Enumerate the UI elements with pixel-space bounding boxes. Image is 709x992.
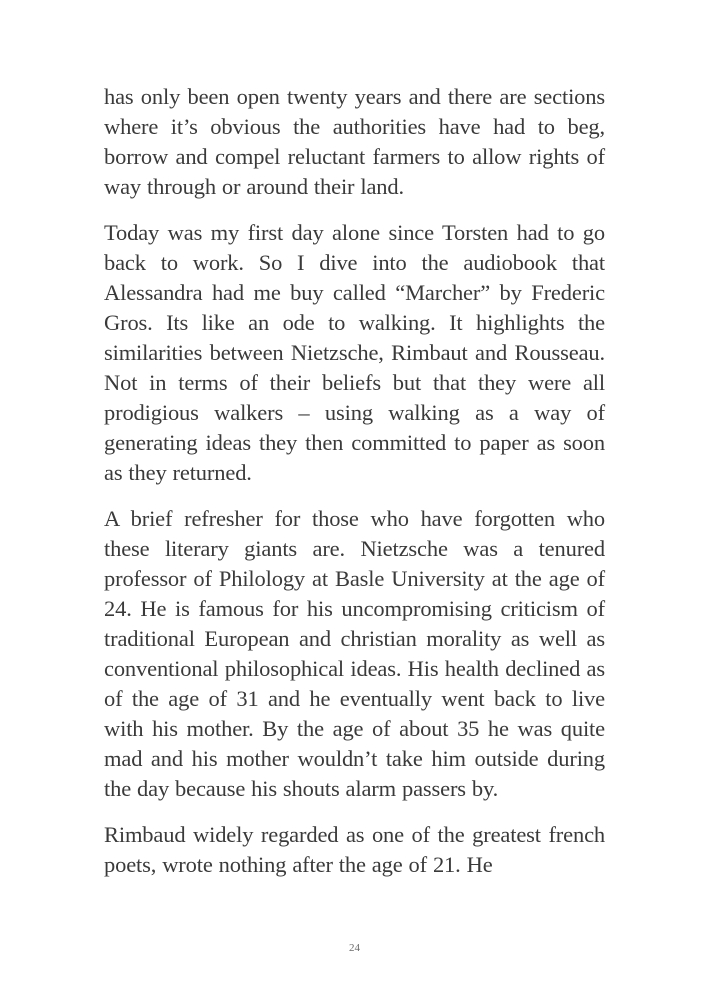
paragraph-3: A brief refresher for those who have forgotten who these literary giants are. Nietzsche was a tenured professor of Philology at Basle University at the age of 24. He is famous for his uncompromising criticism of traditional European and christian morality as well as conventional philosophical ideas. His health declined as of the age of 31 and he eventually went back to live with his mother. By the age of about 35 he was quite mad and his mother wouldn’t take him outside during the day because his shouts alarm passers by. <box>104 506 605 801</box>
paragraph-1: has only been open twenty years and there are sections where it’s obvious the authorities have had to beg, borrow and compel reluctant farmers to allow rights of way through or around their land. <box>104 84 605 199</box>
paragraph-4: Rimbaud widely regarded as one of the greatest french poets, wrote nothing after the age of 21. He <box>104 822 605 877</box>
paragraph-2: Today was my first day alone since Torsten had to go back to work. So I dive into the audiobook that Alessandra had me buy called “Marcher” by Frederic Gros. Its like an ode to walking. It highlights the similarities between Nietzsche, Rimbaut and Rousseau. Not in terms of their beliefs but that they were all prodigious walkers – using walking as a way of generating ideas they then committed to paper as soon as they returned. <box>104 220 605 485</box>
page-number: 24 <box>349 942 360 954</box>
body-text <box>104 82 605 880</box>
